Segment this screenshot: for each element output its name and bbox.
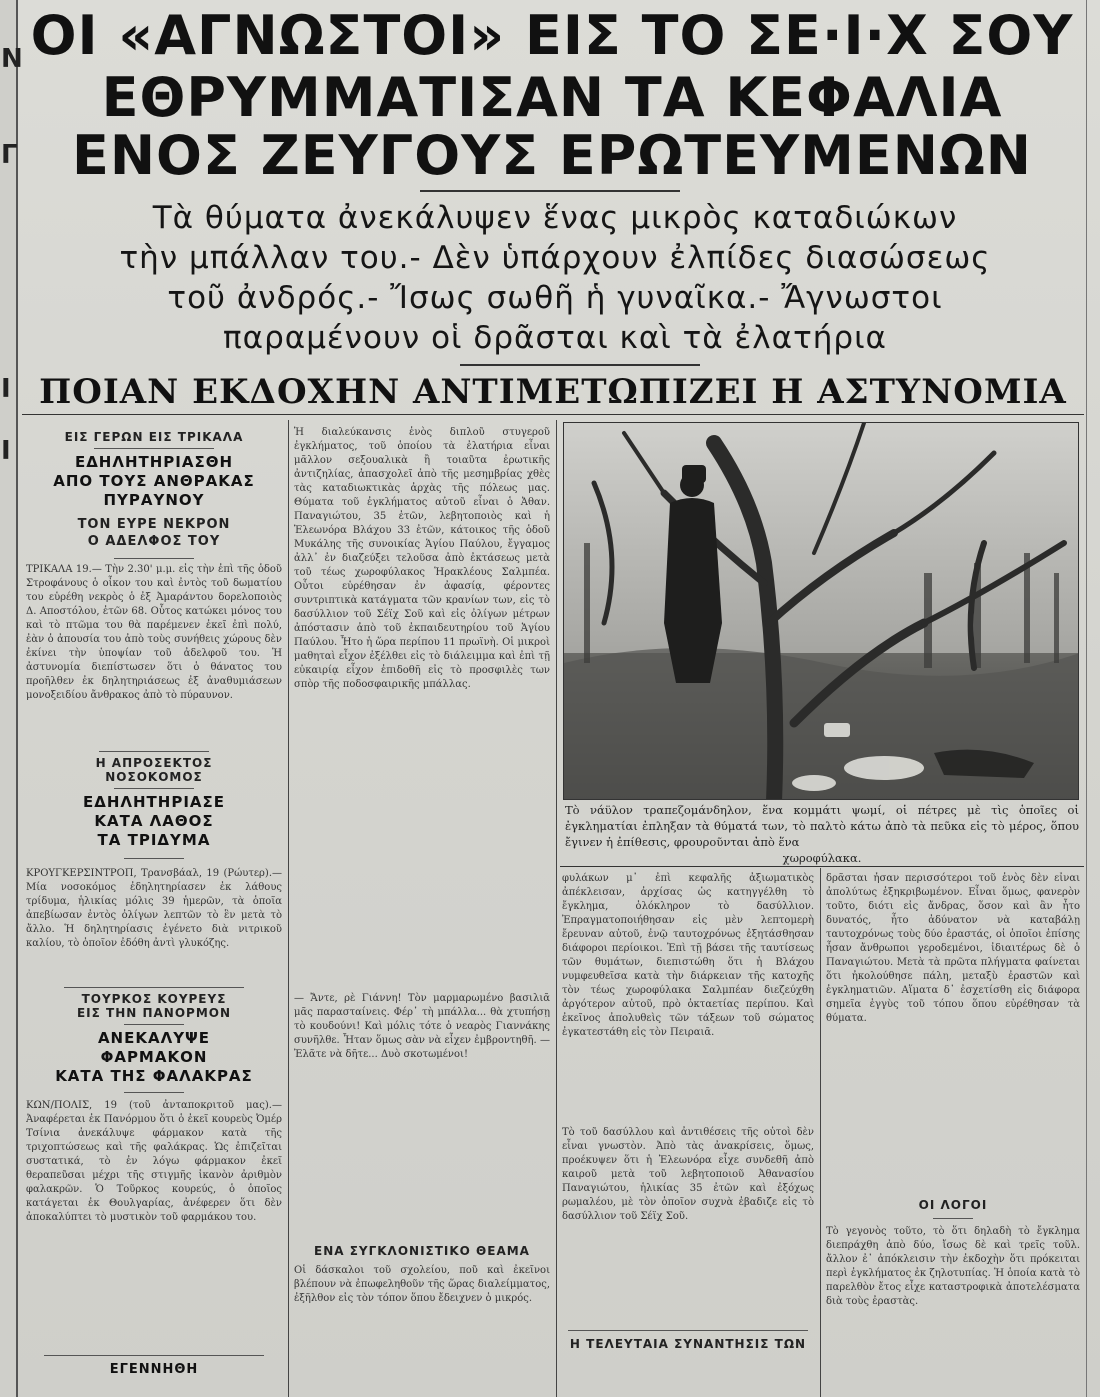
main-story-body-1: Ἡ διαλεύκανσις ἑνὸς διπλοῦ στυγεροῦ ἐγκλήματος, τοῦ ὁποίου τὰ ἐλατήρια εἶναι μᾶλλον σεξουαλικὰ ἢ τοιαῦτα ἐρωτικῆς ἀντιζηλίας, ἀπασχολεῖ ἀπὸ τῆς μεσημβρίας χθὲς τὰς καταδιωκτικὰς ἀρχὰς τῆς πόλεως μας. Θύματα τοῦ ἐγκλήματος αὐτοῦ εἶναι ὁ Ἀθαν. Παναγιώτου, 35 ἐτῶν, λεβητοποιὸς καὶ ἡ Ἑλεωνόρα Βλάχου 33 ἐτῶν, κάτοικος τῆς ὁδοῦ Μυκάλης τῆς συνοικίας Ἁγίου Παύλου, ἔγγαμος ἀλλ᾽ ἐν διαζεύξει τελοῦσα ἀπὸ ἐκτάσεως μετὰ τοῦ τέως χωροφύλακος Ἡρακλέους Σαλμπέα. Οὗτοι εὑρέθησαν ἐν ἀφασίᾳ, φέροντες συντριπτικὰ κατάγματα τῶν κρανίων των, εἰς τὸ δασύλλιον τοῦ Σέϊχ Σοῦ καὶ εἰς ὀλίγων μέτρων ἀπόστασιν ἀπὸ τοῦ ἐκπαιδευτηρίου τοῦ Ἁγίου Παύλου. Ἦτο ἡ ὥρα περίπου 11 πρωϊνὴ. Οἱ μικροὶ μαθηταὶ εἶχον ἐξέλθει εἰς τὸ διάλειμμα καὶ ἐπὶ τῇ εὐκαιρίᾳ εἶχον ἐπιδοθῆ εἰς τὸ προσφιλὲς των σπὸρ τῆς ποδοσφαιρικῆς μπάλλας. [294, 427, 550, 690]
story3-body: ΚΩΝ/ΠΟΛΙΣ, 19 (τοῦ ἀνταποκριτοῦ μας).— Ἀναφέρεται ἐκ Πανόρμου ὅτι ὁ ἐκεῖ κουρεὺς Ὀμέρ Τσίνια ἀνεκάλυψε φάρμακον κατὰ τῆς τριχοπτώσεως καὶ τῆς φαλάκρας. Ὡς ἐπιζεῖται συστατικά, τὸ ἐν λόγω φάρμακον ἐκεῖ θεραπεῦσαι μέχρι τῆς στιγμῆς ἱκανὸν ἀριθμὸν φαλακρῶν. Ὁ Τοῦρκος κουρεύς, ὁ ὁποῖος κατάγεται ἐκ Θουλγαρίας, ἀνέφερεν ὅτι δὲν ἀποκαλύπτει τὸ μυστικὸν τοῦ φαρμάκου του. [26, 1100, 282, 1223]
story1-body: ΤΡΙΚΑΛΑ 19.— Τὴν 2.30' μ.μ. εἰς τὴν ἐπὶ τῆς ὁδοῦ Στροφάνους ὁ οἶκον του καὶ ἐντὸς τοῦ δωματίου του εὑρέθη νεκρὸς ὁ ἐξ Ἀμαράντου δορελοποιὸς Δ. Αποστόλου, ἐτῶν 68. Οὗτος κατώκει μόνος του καὶ τὸ πτῶμα του θὰ παρέμενεν ἐκεῖ ἐπὶ πολύ, ἐὰν ὁ ἀπουσία του ἀπὸ τοὺς συνήθεις χώρους δὲν ἐκίνει τὴν ὑποψίαν τοῦ ἀδελφοῦ του. Ἡ ἀστυνομία διεπίστωσεν ὅτι ὁ θάνατος του προῆλθεν ἐκ δηλητηριάσεως ἐξ ἀναθυμιάσεων μονοξειδίου ἄνθρακος ἀπὸ τὸ πύραυνον. [26, 564, 282, 701]
divider [124, 858, 184, 859]
column-3 [562, 872, 814, 1357]
divider [94, 448, 214, 449]
column-divider [288, 420, 289, 1397]
headline-line-3: ΕΝΟΣ ΖΕΥΓΟΥΣ ΕΡΩΤΕΥΜΕΝΩΝ [71, 124, 1033, 187]
divider [99, 751, 209, 752]
column-divider [556, 420, 557, 1397]
main-story-body-3: Οἱ δάσκαλοι τοῦ σχολείου, ποῦ καὶ ἐκεῖνοι βλέπουν νὰ ἐπωφεληθοῦν τῆς ὥρας διαλείμματος, ἐξῆλθον εἰς τὸν τόπον ὅπου ἔδειχνεν ὁ μικρός. [294, 1265, 550, 1304]
story2-title-1: ΕΔΗΛΗΤΗΡΙΑΣΕ [82, 793, 226, 811]
story1-sub-1: ΤΟΝ ΕΥΡΕ ΝΕΚΡΟΝ [77, 517, 231, 532]
subhead-line-1: Τὰ θύματα ἀνεκάλυψεν ἕνας μικρὸς καταδιώκων [152, 200, 958, 236]
story2-body: ΚΡΟΥΓΚΕΡΣΙΝΤΡΟΠ, Τρανσβάαλ, 19 (Ρώυτερ).— Μία νοσοκόμος ἐδηλητηρίασεν ἐκ λάθους τρίδυμα, ἡλικίας μόλις 39 ἡμερῶν, τὰ ὁποῖα ἀπεβίωσαν ἐντὸς ὀλίγων λεπτῶν τὸ ἓν μετὰ τὸ ἄλλο. Ἡ δηλητηρίασις ἐγένετο διὰ νιτρικοῦ καλίου, τὸ ὁποῖον ἐδόθη ἀντὶ γλυκόζης. [26, 868, 282, 949]
headline-rule [420, 190, 680, 192]
section-headline: ΠΟΙΑΝ ΕΚΔΟΧΗΝ ΑΝΤΙΜΕΤΩΠΙΖΕΙ Η ΑΣΤΥΝΟΜΙΑ [39, 372, 1067, 412]
main-story-body-2: — Ἄντε, ρὲ Γιάννη! Τὸν μαρμαρωμένο βασιλιᾶ μᾶς παρασταίνεις. Φέρ᾽ τὴ μπάλλα... θὰ χτυπήσῃ τὸ κουδούνι! Καὶ μόλις τότε ὁ νεαρὸς Γιαννάκης συνῆλθε. Ἦταν ὅμως σὰν νὰ εἶχεν ἐμβροντηθῆ. — Ἐλᾶτε νὰ δῆτε... Δυὸ σκοτωμένοι! [294, 993, 550, 1060]
story1-sub-2: Ο ΑΔΕΛΦΟΣ ΤΟΥ [87, 534, 221, 549]
trees-photo-illustration [564, 423, 1079, 800]
divider [124, 1092, 184, 1093]
column-divider [820, 868, 821, 1397]
divider [64, 987, 244, 988]
column-2 [294, 426, 550, 1364]
story2-kicker-1: Η ΑΠΡΟΣΕΚΤΟΣ [95, 756, 213, 770]
story3-title-1: ΑΝΕΚΑΛΥΨΕ [97, 1029, 211, 1047]
adjacent-column-edge: Ν Γ Ι Ι [0, 0, 18, 1397]
divider [124, 1024, 184, 1025]
divider [44, 1355, 264, 1356]
col4-body-1: δρᾶσται ἦσαν περισσότεροι τοῦ ἑνὸς δὲν εἶναι ἀπολύτως ἐξηκριβωμένον. Εἶναι ὅμως, φανερὸν τοῦτο, διότι εἰς ἄνδρας, ὅσον καὶ ἂν ἦτο δυνατός, ἦτο ἀδύνατον νὰ καταβάλῃ ταυτοχρόνως τοὺς δύο ἐραστάς, οἱ ὁποῖοι ἐπίσης ἦσαν ἄνθρωποι γεροδεμένοι, ἰδιαιτέρως δὲ ὁ Παναγιώτου. Μετὰ τὰ πρῶτα πλήγματα φαίνεται ὅτι ἠκολούθησε πάλη, μεταξὺ ἐραστῶν καὶ ἐγκληματιῶν. Αἵματα δ᾽ ἐσχετίσθη εἰς διάφορα σημεῖα ἐγγὺς τοῦ τόπου ὅπου εὑρέθησαν τὰ θύματα. [826, 873, 1080, 1024]
col3-body-2: Τὸ τοῦ δασύλλου καὶ ἀντιθέσεις τῆς οὐτοὶ δὲν εἶναι γνωστὸν. Ἀπὸ τὰς ἀνακρίσεις, ὅμως, προέκυψεν ὅτι ἡ Ἑλεωνόρα εἶχε συνδεθῆ ἀπὸ καιροῦ μετὰ τοῦ λεβητοποιοῦ Ἀθανασίου Παναγιώτου, ἡλικίας 35 ἐτῶν καὶ ἐξόχως ρωμαλέου, μὲ τὸν ὁποῖον συχνὰ ἐβαδιζε εἰς τὸ δασύλλιον τοῦ Σέϊχ Σοῦ. [562, 1127, 814, 1222]
subhead-line-3: τοῦ ἀνδρός.- Ἴσως σωθῆ ἡ γυναῖκα.- Ἄγνωστοι [167, 280, 943, 316]
story3-title-3: ΚΑΤΑ ΤΗΣ ΦΑΛΑΚΡΑΣ [55, 1067, 253, 1085]
story1-title-1: ΕΔΗΛΗΤΗΡΙΑΣΘΗ [74, 453, 234, 471]
photo-caption-line-2: χωροφύλακα. [782, 851, 862, 865]
headline-line-2: ΕΘΡΥΜΜΑΤΙΣΑΝ ΤΑ ΚΕΦΑΛΙΑ [101, 66, 1003, 129]
col3-body-1: φυλάκων μ᾽ ἐπὶ κεφαλῆς ἀξιωματικὸς ἀπέκλεισαν, ἀρχίσας ὡς κατηγγέλθη τὸ ἔγκλημα, ὁλόκληρον τὸ δασύλλιον. Ἐπραγματοποιήθησαν εἰς μὲν λεπτομερὴ ἔρευναν αὐτοῦ, ἐνῷ ταυτοχρόνως ἐξητάσθησαν διάφοροι περίοικοι. Ἐπὶ τῇ βάσει τῆς ταυτίσεως τῶν θυμάτων, διεπιστώθη ὅτι ἡ Βλάχου νυμφευθεῖσα κατὰ τὴν διάρκειαν τῆς κατοχῆς τὸν τέως χωροφύλακα Σαλμπέαν διεζεύχθη ἀργότερον αὐτοῦ, πρὸ ὀκταετίας περίπου. Καὶ ἐκεῖνος ἀπολυθεὶς τῶν τάξεων τοῦ σώματος ἐγκατεστάθη εἰς τὸν Πειραιᾶ. [562, 873, 814, 1038]
story4-title: ΕΓΕΝΝΗΘΗ [109, 1362, 199, 1377]
caption-rule [560, 866, 1084, 867]
story2-kicker-2: ΝΟΣΟΚΟΜΟΣ [105, 770, 203, 784]
section-rule [22, 414, 1084, 415]
column-4 [826, 872, 1080, 1365]
right-column-edge [1086, 0, 1100, 1397]
divider [114, 558, 194, 559]
story3-kicker-2: ΕΙΣ ΤΗΝ ΠΑΝΟΡΜΟΝ [76, 1006, 232, 1020]
col3-inner-heading: Η ΤΕΛΕΥΤΑΙΑ ΣΥΝΑΝΤΗΣΙΣ ΤΩΝ [569, 1337, 807, 1351]
story1-title-3: ΠΥΡΑΥΝΟΥ [103, 491, 205, 509]
subhead-line-2: τὴν μπάλλαν του.- Δὲν ὑπάρχουν ἐλπίδες διασώσεως [119, 240, 991, 276]
divider [933, 1218, 973, 1219]
divider [114, 788, 194, 789]
divider [568, 1330, 808, 1331]
photo-caption-line-1: Τὸ νάϋλον τραπεζομάνδηλον, ἕνα κομμάτι ψωμί, οἱ πέτρες μὲ τὶς ὁποῖες οἱ ἐγκληματίαι ἐπληξαν τὰ θύματά των, τὸ παλτὸ κάτω ἀπὸ τὰ πεῦκα εἰς τὸ μέρος, ὅπου ἔγινεν ἡ ἐπίθεσις, φρουροῦνται ἀπὸ ἕνα [565, 803, 1079, 849]
story3-title-2: ΦΑΡΜΑΚΟΝ [100, 1048, 208, 1066]
inner-heading: ΕΝΑ ΣΥΓΚΛΟΝΙΣΤΙΚΟ ΘΕΑΜΑ [314, 1244, 530, 1258]
crime-scene-photo [563, 422, 1079, 800]
col4-body-2: Τὸ γεγονὸς τοῦτο, τὸ ὅτι δηλαδὴ τὸ ἔγκλημα διεπράχθη ἀπὸ δύο, ἴσως δὲ καὶ τρεῖς τοῦλ. ἄλλον ἐ᾽ ἀπόκλεισιν τὴν ἐκδοχὴν ὅτι πρόκειται περὶ ἐγκλήματος ἐκ ζηλοτυπίας. Ἡ ὁποία κατὰ τὸ παρελθὸν ἔτος εἶχε καταστροφικὰ ἀποτελέσματα διὰ τοὺς ἐραστὰς. [826, 1226, 1080, 1307]
col4-inner-heading: ΟΙ ΛΟΓΟΙ [918, 1198, 988, 1212]
story1-kicker: ΕΙΣ ΓΕΡΩΝ ΕΙΣ ΤΡΙΚΑΛΑ [64, 430, 244, 444]
story1-title-2: ΑΠΟ ΤΟΥΣ ΑΝΘΡΑΚΑΣ [53, 472, 255, 490]
story3-kicker-1: ΤΟΥΡΚΟΣ ΚΟΥΡΕΥΣ [81, 992, 227, 1006]
subhead-rule [460, 364, 700, 366]
story2-title-3: ΤΑ ΤΡΙΔΥΜΑ [97, 831, 211, 849]
story2-title-2: ΚΑΤΑ ΛΑΘΟΣ [94, 812, 214, 830]
subhead-line-4: παραμένουν οἱ δρᾶσται καὶ τὰ ἐλατήρια [222, 320, 887, 356]
headline-line-1: ΟΙ «ΑΓΝΩΣΤΟΙ» ΕΙΣ ΤΟ ΣΕ·Ι·Χ ΣΟΥ [30, 4, 1074, 67]
column-1 [26, 430, 282, 1379]
photo-caption [565, 802, 1079, 866]
